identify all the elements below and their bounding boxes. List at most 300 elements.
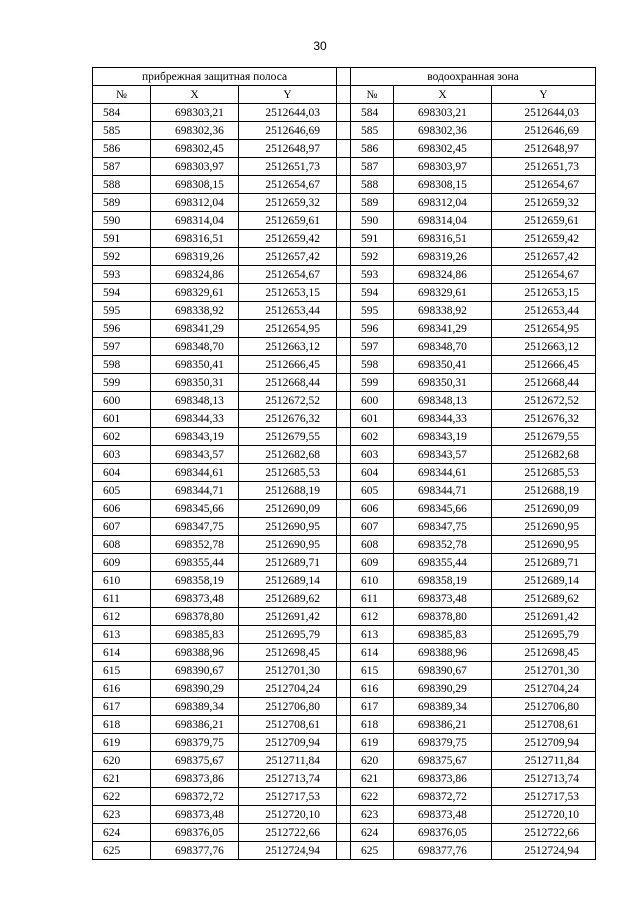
left-x-value: 698348,13 bbox=[151, 392, 239, 410]
left-point-number: 600 bbox=[93, 392, 151, 410]
right-x-value: 698329,61 bbox=[394, 284, 492, 302]
right-y-value: 2512704,24 bbox=[492, 680, 596, 698]
right-point-number: 610 bbox=[351, 572, 394, 590]
table-row bbox=[93, 644, 596, 662]
left-y-value: 2512668,44 bbox=[239, 374, 337, 392]
right-x-value: 698312,04 bbox=[394, 194, 492, 212]
right-x-value: 698319,26 bbox=[394, 248, 492, 266]
right-y-value: 2512663,12 bbox=[492, 338, 596, 356]
left-x-value: 698358,19 bbox=[151, 572, 239, 590]
table-row bbox=[93, 284, 596, 302]
table-row bbox=[93, 662, 596, 680]
right-point-number: 593 bbox=[351, 266, 394, 284]
right-point-number: 595 bbox=[351, 302, 394, 320]
page-number: 30 bbox=[313, 39, 327, 53]
left-y-value: 2512704,24 bbox=[239, 680, 337, 698]
left-x-value: 698376,05 bbox=[151, 824, 239, 842]
left-header-number: № bbox=[93, 86, 151, 104]
table-row bbox=[93, 572, 596, 590]
left-x-value: 698375,67 bbox=[151, 752, 239, 770]
table-row bbox=[93, 788, 596, 806]
column-gap bbox=[337, 518, 351, 536]
right-y-value: 2512709,94 bbox=[492, 734, 596, 752]
right-point-number: 624 bbox=[351, 824, 394, 842]
table-row bbox=[93, 302, 596, 320]
table-row bbox=[93, 428, 596, 446]
left-y-value: 2512709,94 bbox=[239, 734, 337, 752]
left-point-number: 592 bbox=[93, 248, 151, 266]
left-y-value: 2512724,94 bbox=[239, 842, 337, 860]
table-row bbox=[93, 734, 596, 752]
right-x-value: 698379,75 bbox=[394, 734, 492, 752]
left-point-number: 585 bbox=[93, 122, 151, 140]
left-x-value: 698314,04 bbox=[151, 212, 239, 230]
right-y-value: 2512689,14 bbox=[492, 572, 596, 590]
right-y-value: 2512722,66 bbox=[492, 824, 596, 842]
column-gap bbox=[337, 194, 351, 212]
left-y-value: 2512717,53 bbox=[239, 788, 337, 806]
right-point-number: 602 bbox=[351, 428, 394, 446]
left-x-value: 698373,86 bbox=[151, 770, 239, 788]
right-y-value: 2512653,15 bbox=[492, 284, 596, 302]
left-point-number: 596 bbox=[93, 320, 151, 338]
left-point-number: 617 bbox=[93, 698, 151, 716]
right-y-value: 2512690,09 bbox=[492, 500, 596, 518]
left-x-value: 698303,97 bbox=[151, 158, 239, 176]
left-point-number: 588 bbox=[93, 176, 151, 194]
right-x-value: 698350,31 bbox=[394, 374, 492, 392]
right-y-value: 2512689,71 bbox=[492, 554, 596, 572]
left-point-number: 607 bbox=[93, 518, 151, 536]
left-x-value: 698348,70 bbox=[151, 338, 239, 356]
column-gap bbox=[337, 680, 351, 698]
column-gap bbox=[337, 158, 351, 176]
right-point-number: 616 bbox=[351, 680, 394, 698]
left-x-value: 698308,15 bbox=[151, 176, 239, 194]
table-row bbox=[93, 320, 596, 338]
column-gap bbox=[337, 608, 351, 626]
coordinates-body bbox=[93, 104, 596, 860]
left-point-number: 589 bbox=[93, 194, 151, 212]
column-gap bbox=[337, 536, 351, 554]
left-point-number: 620 bbox=[93, 752, 151, 770]
right-x-value: 698385,83 bbox=[394, 626, 492, 644]
column-gap bbox=[337, 68, 351, 86]
table-row bbox=[93, 590, 596, 608]
right-point-number: 587 bbox=[351, 158, 394, 176]
right-point-number: 623 bbox=[351, 806, 394, 824]
right-y-value: 2512666,45 bbox=[492, 356, 596, 374]
right-point-number: 605 bbox=[351, 482, 394, 500]
right-point-number: 600 bbox=[351, 392, 394, 410]
left-y-value: 2512690,09 bbox=[239, 500, 337, 518]
right-x-value: 698390,67 bbox=[394, 662, 492, 680]
right-point-number: 604 bbox=[351, 464, 394, 482]
left-y-value: 2512654,95 bbox=[239, 320, 337, 338]
right-x-value: 698341,29 bbox=[394, 320, 492, 338]
left-point-number: 593 bbox=[93, 266, 151, 284]
left-y-value: 2512657,42 bbox=[239, 248, 337, 266]
table-row bbox=[93, 824, 596, 842]
right-y-value: 2512685,53 bbox=[492, 464, 596, 482]
left-x-value: 698350,31 bbox=[151, 374, 239, 392]
right-x-value: 698308,15 bbox=[394, 176, 492, 194]
left-x-value: 698352,78 bbox=[151, 536, 239, 554]
left-x-value: 698344,61 bbox=[151, 464, 239, 482]
table-row bbox=[93, 248, 596, 266]
table-row bbox=[93, 554, 596, 572]
left-y-value: 2512713,74 bbox=[239, 770, 337, 788]
left-x-value: 698303,21 bbox=[151, 104, 239, 122]
column-gap bbox=[337, 374, 351, 392]
left-x-value: 698386,21 bbox=[151, 716, 239, 734]
left-y-value: 2512654,67 bbox=[239, 266, 337, 284]
column-gap bbox=[337, 104, 351, 122]
right-y-value: 2512644,03 bbox=[492, 104, 596, 122]
left-y-value: 2512666,45 bbox=[239, 356, 337, 374]
left-point-number: 605 bbox=[93, 482, 151, 500]
right-point-number: 607 bbox=[351, 518, 394, 536]
left-y-value: 2512690,95 bbox=[239, 518, 337, 536]
right-y-value: 2512654,67 bbox=[492, 266, 596, 284]
table-row bbox=[93, 212, 596, 230]
right-point-number: 601 bbox=[351, 410, 394, 428]
left-x-value: 698355,44 bbox=[151, 554, 239, 572]
column-gap bbox=[337, 212, 351, 230]
left-point-number: 619 bbox=[93, 734, 151, 752]
right-point-number: 590 bbox=[351, 212, 394, 230]
left-point-number: 597 bbox=[93, 338, 151, 356]
left-x-value: 698338,92 bbox=[151, 302, 239, 320]
right-point-number: 598 bbox=[351, 356, 394, 374]
right-y-value: 2512651,73 bbox=[492, 158, 596, 176]
right-x-value: 698345,66 bbox=[394, 500, 492, 518]
left-point-number: 611 bbox=[93, 590, 151, 608]
left-y-value: 2512682,68 bbox=[239, 446, 337, 464]
left-point-number: 590 bbox=[93, 212, 151, 230]
column-gap bbox=[337, 230, 351, 248]
left-point-number: 621 bbox=[93, 770, 151, 788]
right-y-value: 2512646,69 bbox=[492, 122, 596, 140]
left-point-number: 595 bbox=[93, 302, 151, 320]
left-x-value: 698343,19 bbox=[151, 428, 239, 446]
table-row bbox=[93, 338, 596, 356]
table-row bbox=[93, 518, 596, 536]
column-gap bbox=[337, 554, 351, 572]
left-y-value: 2512654,67 bbox=[239, 176, 337, 194]
left-y-value: 2512659,32 bbox=[239, 194, 337, 212]
right-x-value: 698344,33 bbox=[394, 410, 492, 428]
column-gap bbox=[337, 716, 351, 734]
table-row bbox=[93, 410, 596, 428]
left-point-number: 601 bbox=[93, 410, 151, 428]
left-point-number: 610 bbox=[93, 572, 151, 590]
table-row bbox=[93, 230, 596, 248]
left-y-value: 2512689,62 bbox=[239, 590, 337, 608]
left-y-value: 2512695,79 bbox=[239, 626, 337, 644]
left-point-number: 594 bbox=[93, 284, 151, 302]
left-point-number: 602 bbox=[93, 428, 151, 446]
right-point-number: 591 bbox=[351, 230, 394, 248]
right-x-value: 698386,21 bbox=[394, 716, 492, 734]
table-row bbox=[93, 536, 596, 554]
right-x-value: 698373,48 bbox=[394, 806, 492, 824]
left-x-value: 698344,71 bbox=[151, 482, 239, 500]
right-point-number: 589 bbox=[351, 194, 394, 212]
right-point-number: 608 bbox=[351, 536, 394, 554]
column-gap bbox=[337, 806, 351, 824]
left-y-value: 2512698,45 bbox=[239, 644, 337, 662]
left-point-number: 615 bbox=[93, 662, 151, 680]
table-row bbox=[93, 266, 596, 284]
table-row bbox=[93, 716, 596, 734]
right-y-value: 2512682,68 bbox=[492, 446, 596, 464]
column-gap bbox=[337, 122, 351, 140]
left-x-value: 698350,41 bbox=[151, 356, 239, 374]
column-gap bbox=[337, 482, 351, 500]
right-y-value: 2512713,74 bbox=[492, 770, 596, 788]
right-x-value: 698376,05 bbox=[394, 824, 492, 842]
table-row bbox=[93, 374, 596, 392]
table-row bbox=[93, 122, 596, 140]
right-x-value: 698316,51 bbox=[394, 230, 492, 248]
right-x-value: 698348,70 bbox=[394, 338, 492, 356]
left-point-number: 608 bbox=[93, 536, 151, 554]
right-x-value: 698338,92 bbox=[394, 302, 492, 320]
table-row bbox=[93, 446, 596, 464]
column-gap bbox=[337, 320, 351, 338]
left-y-value: 2512708,61 bbox=[239, 716, 337, 734]
left-y-value: 2512679,55 bbox=[239, 428, 337, 446]
right-point-number: 594 bbox=[351, 284, 394, 302]
left-y-value: 2512672,52 bbox=[239, 392, 337, 410]
right-x-value: 698372,72 bbox=[394, 788, 492, 806]
column-gap bbox=[337, 176, 351, 194]
right-x-value: 698390,29 bbox=[394, 680, 492, 698]
right-y-value: 2512698,45 bbox=[492, 644, 596, 662]
right-x-value: 698302,45 bbox=[394, 140, 492, 158]
left-y-value: 2512701,30 bbox=[239, 662, 337, 680]
table-row bbox=[93, 842, 596, 860]
left-x-value: 698302,36 bbox=[151, 122, 239, 140]
table-row bbox=[93, 608, 596, 626]
right-point-number: 619 bbox=[351, 734, 394, 752]
left-point-number: 587 bbox=[93, 158, 151, 176]
table-row bbox=[93, 158, 596, 176]
left-x-value: 698388,96 bbox=[151, 644, 239, 662]
right-y-value: 2512717,53 bbox=[492, 788, 596, 806]
right-y-value: 2512648,97 bbox=[492, 140, 596, 158]
table-row bbox=[93, 500, 596, 518]
right-x-value: 698350,41 bbox=[394, 356, 492, 374]
column-header-row bbox=[93, 86, 596, 104]
left-x-value: 698341,29 bbox=[151, 320, 239, 338]
left-x-value: 698372,72 bbox=[151, 788, 239, 806]
right-x-value: 698389,34 bbox=[394, 698, 492, 716]
left-y-value: 2512691,42 bbox=[239, 608, 337, 626]
left-y-value: 2512651,73 bbox=[239, 158, 337, 176]
column-gap bbox=[337, 464, 351, 482]
column-gap bbox=[337, 698, 351, 716]
right-point-number: 620 bbox=[351, 752, 394, 770]
table-row bbox=[93, 806, 596, 824]
right-point-number: 621 bbox=[351, 770, 394, 788]
table-row bbox=[93, 464, 596, 482]
right-x-value: 698375,67 bbox=[394, 752, 492, 770]
left-x-value: 698319,26 bbox=[151, 248, 239, 266]
right-y-value: 2512711,84 bbox=[492, 752, 596, 770]
right-point-number: 617 bbox=[351, 698, 394, 716]
right-y-value: 2512654,67 bbox=[492, 176, 596, 194]
right-x-value: 698348,13 bbox=[394, 392, 492, 410]
left-y-value: 2512720,10 bbox=[239, 806, 337, 824]
right-y-value: 2512657,42 bbox=[492, 248, 596, 266]
column-gap bbox=[337, 590, 351, 608]
table-row bbox=[93, 698, 596, 716]
right-x-value: 698378,80 bbox=[394, 608, 492, 626]
right-y-value: 2512672,52 bbox=[492, 392, 596, 410]
column-gap bbox=[337, 86, 351, 104]
column-gap bbox=[337, 266, 351, 284]
left-x-value: 698389,34 bbox=[151, 698, 239, 716]
column-gap bbox=[337, 338, 351, 356]
left-point-number: 598 bbox=[93, 356, 151, 374]
right-x-value: 698377,76 bbox=[394, 842, 492, 860]
left-y-value: 2512685,53 bbox=[239, 464, 337, 482]
left-x-value: 698390,67 bbox=[151, 662, 239, 680]
coordinates-table bbox=[92, 67, 596, 860]
right-x-value: 698347,75 bbox=[394, 518, 492, 536]
right-y-value: 2512659,32 bbox=[492, 194, 596, 212]
right-x-value: 698388,96 bbox=[394, 644, 492, 662]
right-y-value: 2512676,32 bbox=[492, 410, 596, 428]
left-point-number: 606 bbox=[93, 500, 151, 518]
left-y-value: 2512659,42 bbox=[239, 230, 337, 248]
left-x-value: 698347,75 bbox=[151, 518, 239, 536]
left-x-value: 698302,45 bbox=[151, 140, 239, 158]
left-x-value: 698345,66 bbox=[151, 500, 239, 518]
table-row bbox=[93, 104, 596, 122]
right-x-value: 698352,78 bbox=[394, 536, 492, 554]
right-point-number: 611 bbox=[351, 590, 394, 608]
left-point-number: 604 bbox=[93, 464, 151, 482]
column-gap bbox=[337, 842, 351, 860]
left-y-value: 2512676,32 bbox=[239, 410, 337, 428]
right-point-number: 614 bbox=[351, 644, 394, 662]
left-x-value: 698312,04 bbox=[151, 194, 239, 212]
right-point-number: 596 bbox=[351, 320, 394, 338]
left-x-value: 698329,61 bbox=[151, 284, 239, 302]
left-x-value: 698324,86 bbox=[151, 266, 239, 284]
right-y-value: 2512668,44 bbox=[492, 374, 596, 392]
right-y-value: 2512689,62 bbox=[492, 590, 596, 608]
left-point-number: 612 bbox=[93, 608, 151, 626]
column-gap bbox=[337, 734, 351, 752]
right-x-value: 698343,19 bbox=[394, 428, 492, 446]
left-y-value: 2512653,15 bbox=[239, 284, 337, 302]
right-header-number: № bbox=[351, 86, 394, 104]
left-x-value: 698316,51 bbox=[151, 230, 239, 248]
left-y-value: 2512689,14 bbox=[239, 572, 337, 590]
left-point-number: 584 bbox=[93, 104, 151, 122]
left-x-value: 698373,48 bbox=[151, 806, 239, 824]
column-gap bbox=[337, 770, 351, 788]
table-row bbox=[93, 194, 596, 212]
right-point-number: 609 bbox=[351, 554, 394, 572]
left-point-number: 614 bbox=[93, 644, 151, 662]
left-y-value: 2512688,19 bbox=[239, 482, 337, 500]
left-point-number: 609 bbox=[93, 554, 151, 572]
column-gap bbox=[337, 500, 351, 518]
left-x-value: 698385,83 bbox=[151, 626, 239, 644]
left-y-value: 2512659,61 bbox=[239, 212, 337, 230]
left-point-number: 624 bbox=[93, 824, 151, 842]
left-header-y: Y bbox=[239, 86, 337, 104]
table-title-row bbox=[93, 68, 596, 86]
column-gap bbox=[337, 446, 351, 464]
right-point-number: 592 bbox=[351, 248, 394, 266]
left-x-value: 698377,76 bbox=[151, 842, 239, 860]
left-point-number: 603 bbox=[93, 446, 151, 464]
table-row bbox=[93, 626, 596, 644]
right-y-value: 2512690,95 bbox=[492, 518, 596, 536]
table-row bbox=[93, 392, 596, 410]
left-x-value: 698390,29 bbox=[151, 680, 239, 698]
right-x-value: 698343,57 bbox=[394, 446, 492, 464]
right-header-x: X bbox=[394, 86, 492, 104]
table-row bbox=[93, 752, 596, 770]
right-y-value: 2512706,80 bbox=[492, 698, 596, 716]
left-x-value: 698343,57 bbox=[151, 446, 239, 464]
right-y-value: 2512701,30 bbox=[492, 662, 596, 680]
left-y-value: 2512648,97 bbox=[239, 140, 337, 158]
left-point-number: 622 bbox=[93, 788, 151, 806]
right-y-value: 2512659,61 bbox=[492, 212, 596, 230]
table-row bbox=[93, 356, 596, 374]
left-section-title: прибрежная защитная полоса bbox=[93, 68, 337, 86]
column-gap bbox=[337, 752, 351, 770]
right-x-value: 698324,86 bbox=[394, 266, 492, 284]
right-point-number: 622 bbox=[351, 788, 394, 806]
column-gap bbox=[337, 140, 351, 158]
column-gap bbox=[337, 392, 351, 410]
table-row bbox=[93, 176, 596, 194]
right-x-value: 698373,48 bbox=[394, 590, 492, 608]
right-x-value: 698303,21 bbox=[394, 104, 492, 122]
left-point-number: 586 bbox=[93, 140, 151, 158]
right-point-number: 606 bbox=[351, 500, 394, 518]
left-x-value: 698379,75 bbox=[151, 734, 239, 752]
left-point-number: 599 bbox=[93, 374, 151, 392]
right-y-value: 2512720,10 bbox=[492, 806, 596, 824]
left-x-value: 698378,80 bbox=[151, 608, 239, 626]
right-x-value: 698314,04 bbox=[394, 212, 492, 230]
right-y-value: 2512659,42 bbox=[492, 230, 596, 248]
left-point-number: 613 bbox=[93, 626, 151, 644]
left-point-number: 623 bbox=[93, 806, 151, 824]
table-row bbox=[93, 680, 596, 698]
right-y-value: 2512708,61 bbox=[492, 716, 596, 734]
table-row bbox=[93, 140, 596, 158]
column-gap bbox=[337, 662, 351, 680]
table-row bbox=[93, 770, 596, 788]
column-gap bbox=[337, 356, 351, 374]
column-gap bbox=[337, 284, 351, 302]
right-point-number: 625 bbox=[351, 842, 394, 860]
right-x-value: 698302,36 bbox=[394, 122, 492, 140]
right-point-number: 584 bbox=[351, 104, 394, 122]
right-x-value: 698344,71 bbox=[394, 482, 492, 500]
